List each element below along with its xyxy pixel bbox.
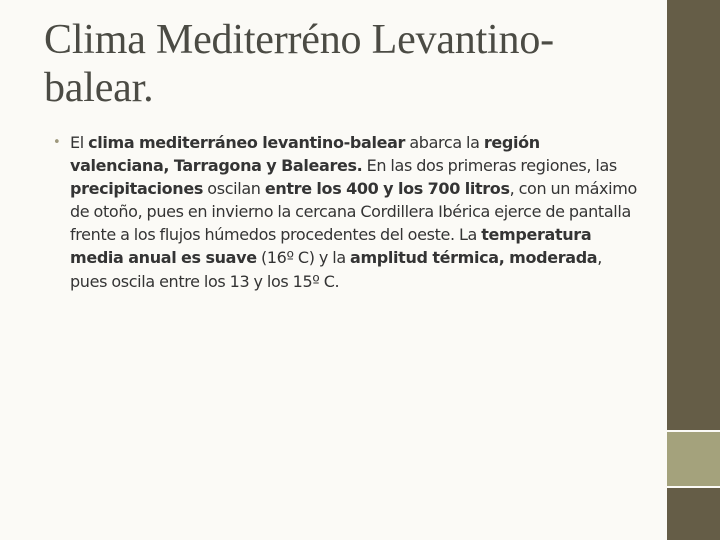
paragraph-segment: (16º C) y la <box>256 248 351 268</box>
paragraph-emphasis: precipitaciones <box>70 179 204 199</box>
slide-title: Clima Mediterréno Levantino-balear. <box>44 17 554 111</box>
paragraph-segment: abarca la <box>405 133 484 152</box>
paragraph-emphasis: entre los 400 y los 700 litros <box>264 179 510 199</box>
bullet-paragraph <box>70 133 637 291</box>
decorative-side-band <box>667 0 720 540</box>
paragraph-emphasis: temperatura media anual es suave <box>70 225 592 268</box>
side-band-lower-divider <box>667 486 720 488</box>
side-band-accent-block <box>667 432 720 486</box>
slide-content <box>53 131 641 293</box>
paragraph-segment: , con un máximo de otoño, pues en invierno la cercana Cordillera Ibérica ejerce de pantalla frente a los flujos húmedos procedentes del oeste. La <box>70 179 637 245</box>
paragraph-segment: , pues oscila entre los 13 y los 15º C. <box>70 248 603 291</box>
paragraph-segment: oscilan <box>203 179 265 199</box>
paragraph-emphasis: amplitud térmica, moderada <box>350 248 598 268</box>
bullet-icon: • <box>53 135 61 150</box>
bullet-item <box>53 131 641 293</box>
paragraph-emphasis: región valenciana, Tarragona y Baleares. <box>70 133 540 176</box>
paragraph-emphasis: clima mediterráneo levantino-balear <box>88 133 406 152</box>
paragraph-segment: El <box>70 133 89 152</box>
paragraph-segment: En las dos primeras regiones, las <box>362 156 617 176</box>
